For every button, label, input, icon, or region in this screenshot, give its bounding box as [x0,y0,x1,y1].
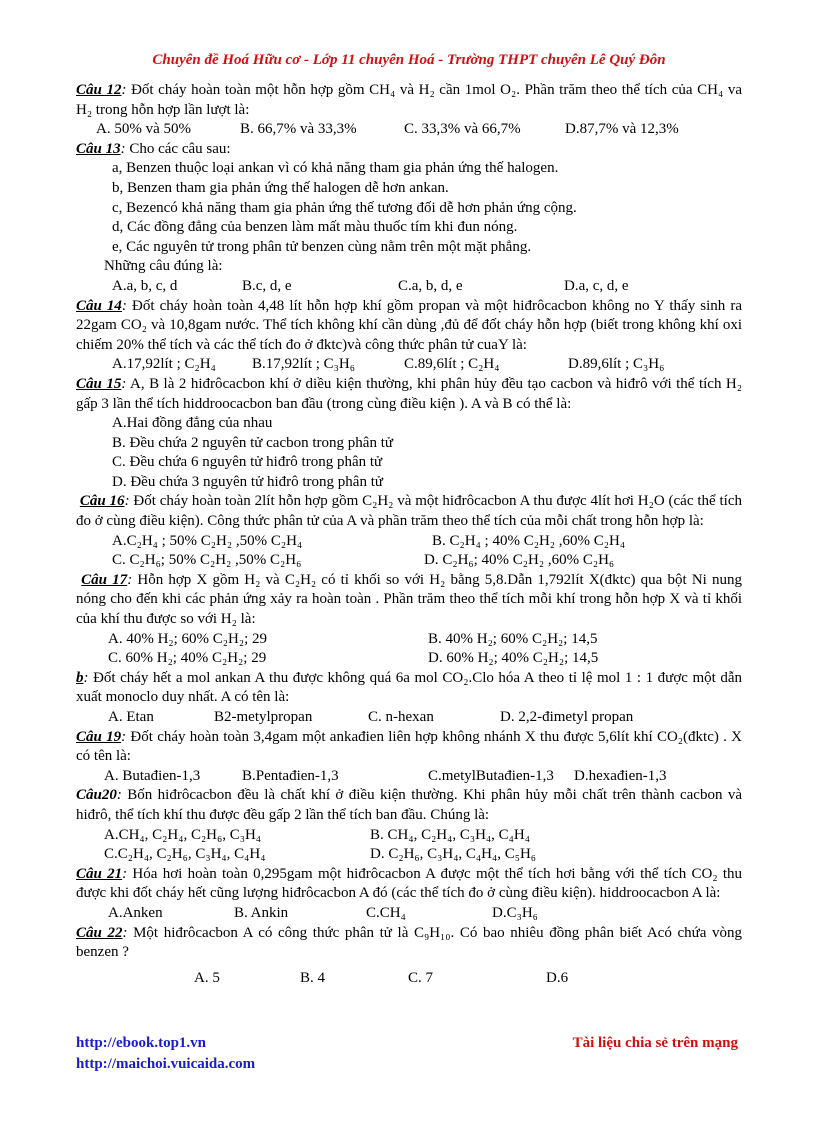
q12-option-b: B. 66,7% và 33,3% [240,121,357,138]
q12-option-d: D.87,7% và 12,3% [565,121,679,138]
question-15: Câu 15: A, B là 2 hiđrôcacbon khí ở diều kiện thường, khi phân hủy đều tạo cacbon và hiđrô với thể tích H₂ gấp 3 lần thể tích hiddroocacbon ban đầu (trong cùng điều kiện ). A và B có thể là: [76,375,742,412]
q16-options-row1 [76,532,742,552]
qb-options [76,708,742,728]
question-list [76,81,742,988]
q20-options-row2 [76,845,742,865]
q21-option-b: B. Ankin [234,904,289,921]
q22-option-b: B. 4 [300,969,326,986]
q13-item: d, Các đồng đẳng của benzen làm mất màu thuốc tím khi đun nóng. [112,219,518,236]
q17-options-row2 [76,649,742,669]
q22-option-d: D.6 [546,969,569,986]
q17-option-c: C. 60% H₂; 40% C₂H₂; 29 [108,650,267,667]
q15-option-d: D. Đều chứa 3 nguyên tử hiđrô trong phân tử [112,473,384,490]
q17-option-b: B. 40% H₂; 60% C₂H₂; 14,5 [428,630,598,647]
q13-option-d: D.a, c, d, e [564,277,629,294]
qb-option-a: A. Etan [108,709,154,725]
q13-item: b, Benzen tham gia phản ứng thế halogen dễ hơn ankan. [112,179,449,196]
footer-note: Tài liệu chia sẻ trên mạng [572,1035,738,1051]
q19-option-b: B.Pentađien-1,3 [242,767,339,784]
q16-option-c: C. C₂H₆; 50% C₂H₂ ,50% C₂H₆ [112,552,302,569]
question-b: b: Đốt cháy hết a mol ankan A thu được không quá 6a mol CO₂.Clo hóa A theo tỉ lệ mol 1 : 1 được một dẫn xuất monoclo duy nhất. A có tên là: [76,669,742,706]
q13-options [76,277,742,297]
q15-option-a: A.Hai đồng đẳng của nhau [112,415,273,432]
q16-option-d: D. C₂H₆; 40% C₂H₂ ,60% C₂H₆ [424,552,615,569]
q13-item: e, Các nguyên tử trong phân tử benzen cùng nằm trên một mặt phẳng. [112,238,532,255]
question-14: Câu 14: Đốt cháy hoàn toàn 4,48 lít hỗn hợp khí gồm propan và một hiđrôcacbon không no Y thấy sinh ra 22gam CO₂ và 10,8gam nước. Thể tích không khí cần dùng ,đủ để đốt cháy hỗn hợp (biết trong không khí oxi chiếm 20% thể tích và các thể tích đo ở đktc)và công thức phân tử cuaY là: [76,297,743,353]
q13-item: a, Benzen thuộc loại ankan vì có khả năng tham gia phản ứng thế halogen. [112,160,559,177]
q22-options [76,969,742,989]
q16-option-a: A.C₂H₄ ; 50% C₂H₂ ,50% C₂H₄ [112,532,303,549]
q19-option-c: C.metylButađien-1,3 [428,767,554,784]
q22-option-c: C. 7 [408,969,434,986]
footer-link-ebook[interactable]: http://ebook.top1.vn [76,1035,207,1051]
q19-options [76,767,742,787]
footer-link-maichoi[interactable]: http://maichoi.vuicaida.com [76,1056,256,1072]
q19-option-d: D.hexađien-1,3 [574,767,667,784]
q14-option-a: A.17,92lít ; C₂H₄ [112,356,216,373]
q14-option-b: B.17,92lít ; C₃H₆ [252,356,355,373]
q17-option-a: A. 40% H₂; 60% C₂H₂; 29 [108,630,268,647]
q13-ask: Những câu đúng là: [104,258,223,275]
qb-option-b: B2-metylpropan [214,709,313,725]
q13-option-c: C.a, b, d, e [398,277,463,294]
q21-option-a: A.Anken [108,904,163,921]
q20-option-d: D. C₂H₆, C₃H₄, C₄H₄, C₅H₆ [370,846,537,863]
qb-option-c: C. n-hexan [368,709,434,725]
q16-option-b: B. C₂H₄ ; 40% C₂H₂ ,60% C₂H₄ [432,532,626,549]
q13-option-a: A.a, b, c, d [112,277,178,294]
q13-option-b: B.c, d, e [242,277,292,294]
q14-option-d: D.89,6lít ; C₃H₆ [568,356,665,373]
question-17: Câu 17: Hỗn hợp X gồm H₂ và C₂H₂ có tỉ khối so với H₂ bằng 5,8.Dẫn 1,792lít X(đktc) qua bột Ni nung nóng cho đến khi các phản ứng xảy ra hoàn toàn . Phần trăm theo thể tích mỗi khí trong hỗn hợp X và tỉ khối của khí thu được so với H₂ là: [76,571,742,628]
q19-option-a: A. Butađien-1,3 [104,767,201,784]
q22-option-a: A. 5 [194,969,220,986]
question-20: Câu20: Bốn hiđrôcacbon đều là chất khí ở điều kiện thường. Khi phân hủy mỗi chất trên thành cacbon và hiđrô, thể tích khí thu được đều gấp 2 lần thể tích ban đầu. Chúng là: [76,787,743,823]
q16-options-row2 [76,551,742,571]
question-22: Câu 22: Một hiđrôcacbon A có công thức phân tử là C₉H₁₀. Có bao nhiêu đồng phân biết Acó chứa vòng benzen ? [76,924,743,961]
q21-options [76,904,742,924]
q20-option-a: A.CH₄, C₂H₄, C₂H₆, C₃H₄ [104,826,262,843]
q20-option-c: C.C₂H₄, C₂H₆, C₃H₄, C₄H₄ [104,846,266,863]
q20-option-b: B. CH₄, C₂H₄, C₃H₄, C₄H₄ [370,826,530,843]
question-12: Câu 12: Đốt cháy hoàn toàn một hỗn hợp gồm CH₄ và H₂ cần 1mol O₂. Phần trăm theo thể tích của CH₄ va H₂ trong hỗn hợp lần lượt là: [76,82,742,118]
q15-option-b: B. Đều chứa 2 nguyên tử cacbon trong phân tử [112,434,393,451]
q12-options [76,120,742,140]
page-header: Chuyên đề Hoá Hữu cơ - Lớp 11 chuyên Hoá - Trường THPT chuyên Lê Quý Đôn [152,52,666,68]
q21-option-c: C.CH₄ [366,904,406,921]
qb-option-d: D. 2,2-đimetyl propan [500,709,634,725]
q14-option-c: C.89,6lít ; C₂H₄ [404,356,500,373]
q15-option-c: C. Đều chứa 6 nguyên tử hiđrô trong phân tử [112,454,383,471]
page-footer [76,1033,742,1075]
q20-options-row1 [76,826,742,846]
q12-option-a: A. 50% và 50% [96,121,191,138]
question-16: Câu 16: Đốt cháy hoàn toàn 2lít hỗn hợp gồm C₂H₂ và một hiđrôcacbon A thu được 4lít hơi H₂O (các thể tích đo ở cùng điều kiện). Công thức phân tử của A và phần trăm theo thể tích của mỗi chất trong hỗn hợp là: [76,493,743,530]
question-13: Câu 13: Cho các câu sau: [76,140,231,157]
q13-item: c, Bezencó khả năng tham gia phản ứng thế tương đối dễ hơn phản ứng cộng. [112,199,577,216]
question-21: Câu 21: Hóa hơi hoàn toàn 0,295gam một hiđrôcacbon A được một thể tích hơi bằng với thể tích CO₂ thu được khi đốt cháy hết cũng lượng hiđrôcacbon A đó (các thể tích đo ở cùng điều kiện). hiddroocacbon A là: [76,865,743,902]
q21-option-d: D.C₃H₆ [492,904,538,921]
q12-option-c: C. 33,3% và 66,7% [404,121,521,138]
q17-option-d: D. 60% H₂; 40% C₂H₂; 14,5 [428,650,599,667]
question-19: Câu 19: Đốt cháy hoàn toàn 3,4gam một ankađien liên hợp không nhánh X thu được 5,6lít khí CO₂(đktc) . X có tên là: [76,728,742,765]
q17-options-row1 [76,630,742,650]
q14-options [76,355,742,375]
